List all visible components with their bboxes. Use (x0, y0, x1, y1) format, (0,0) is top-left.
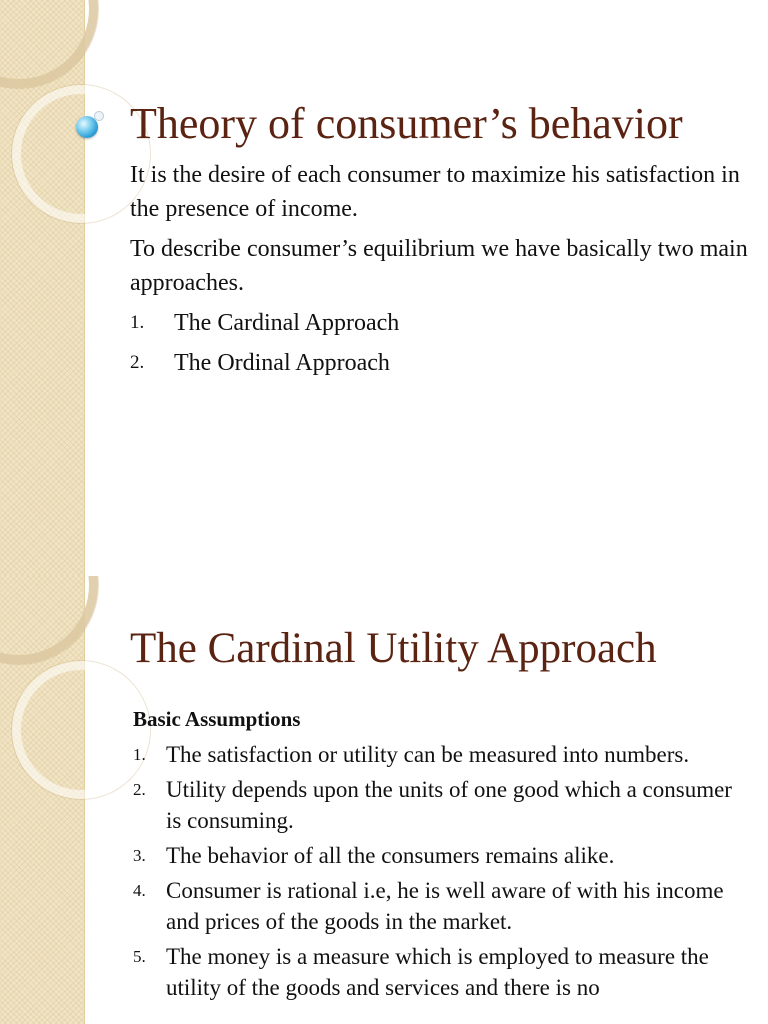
list-number: 4. (133, 881, 146, 900)
slide-body (133, 704, 748, 1007)
list-item-text: Consumer is rational i.e, he is well aware of with his income and prices of the goods in the market. (166, 878, 724, 934)
list-item-text: The Cardinal Approach (174, 310, 400, 336)
list-number: 1. (133, 745, 146, 764)
list-item-text: The behavior of all the consumers remains alike. (166, 843, 615, 868)
list-item (130, 346, 750, 380)
list-number: 1. (130, 312, 145, 333)
list-item (133, 774, 748, 836)
circle-ring-decoration-icon (12, 661, 150, 799)
list-item-text: The satisfaction or utility can be measured into numbers. (166, 742, 690, 767)
circle-ring-decoration-icon (0, 576, 98, 664)
side-band (0, 576, 85, 1024)
slide-body (130, 158, 750, 386)
body-paragraph: To describe consumer’s equilibrium we have basically two main approaches. (130, 236, 748, 296)
list-item-text: The money is a measure which is employed to measure the utility of the goods and services and there is no (166, 944, 709, 1000)
list-item (130, 306, 750, 340)
slide-title: The Cardinal Utility Approach (130, 625, 657, 672)
subheading: Basic Assumptions (133, 707, 301, 731)
list-item (133, 739, 748, 770)
list-number: 3. (133, 846, 146, 865)
list-number: 2. (130, 352, 145, 373)
assumptions-list (133, 739, 748, 1003)
circle-ring-decoration-icon (0, 0, 98, 88)
list-item (133, 840, 748, 871)
list-number: 5. (133, 947, 146, 966)
list-item-text: The Ordinal Approach (174, 350, 390, 376)
slide-title: Theory of consumer’s behavior (130, 99, 683, 148)
list-item (133, 941, 748, 1003)
list-item (133, 875, 748, 937)
body-paragraph: It is the desire of each consumer to maximize his satisfaction in the presence of income. (130, 162, 740, 222)
list-item-text: Utility depends upon the units of one good which a consumer is consuming. (166, 777, 732, 833)
side-band (0, 0, 85, 576)
slide-2 (0, 576, 768, 1024)
approaches-list (130, 306, 750, 380)
small-ring-bullet-icon (94, 111, 104, 121)
list-number: 2. (133, 780, 146, 799)
